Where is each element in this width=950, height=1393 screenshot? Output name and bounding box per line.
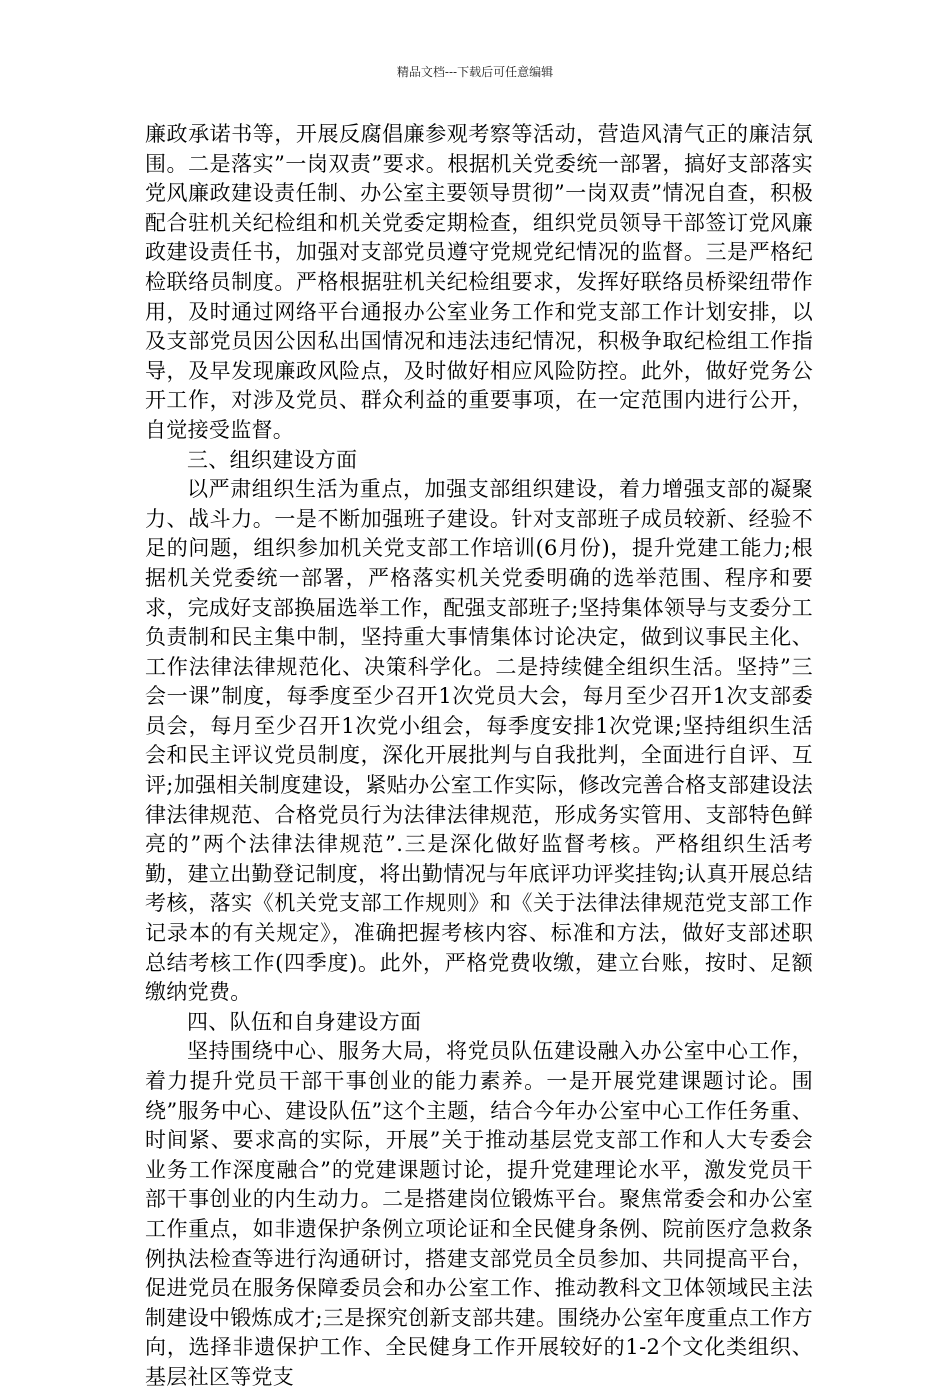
section-heading-team: 四、队伍和自身建设方面 bbox=[187, 1009, 422, 1034]
page-header: 精品文档---下载后可任意编辑 bbox=[396, 65, 554, 79]
document-body bbox=[145, 120, 813, 1393]
section-heading-organization: 三、组织建设方面 bbox=[187, 447, 358, 472]
paragraph-integrity: 廉政承诺书等，开展反腐倡廉参观考察等活动，营造风清气正的廉洁氛围。二是落实”一岗双责”要求。根据机关党委统一部署，搞好支部落实党风廉政建设责任制、办公室主要领导贯彻”一岗双责”情况自查，积极配合驻机关纪检组和机关党委定期检查，组织党员领导干部签订党风廉政建设责任书，加强对支部党员遵守党规党纪情况的监督。三是严格纪检联络员制度。严格根据驻机关纪检组要求，发挥好联络员桥梁纽带作用，及时通过网络平台通报办公室业务工作和党支部工作计划安排，以及支部党员因公因私出国情况和违法违纪情况，积极争取纪检组工作指导，及早发现廉政风险点，及时做好相应风险防控。此外，做好党务公开工作，对涉及党员、群众利益的重要事项，在一定范围内进行公开，自觉接受监督。 bbox=[145, 122, 813, 442]
paragraph-team: 坚持围绕中心、服务大局，将党员队伍建设融入办公室中心工作，着力提升党员干部干事创业的能力素养。一是开展党建课题讨论。围绕”服务中心、建设队伍”这个主题，结合今年办公室中心工作任务重、时间紧、要求高的实际，开展”关于推动基层党支部工作和人大专委会业务工作深度融合”的党建课题讨论，提升党建理论水平，激发党员干部干事创业的内生动力。二是搭建岗位锻炼平台。聚焦常委会和办公室工作重点，如非遗保护条例立项论证和全民健身条例、院前医疗急救条例执法检查等进行沟通研讨，搭建支部党员全员参加、共同提高平台，促进党员在服务保障委员会和办公室工作、推动教科文卫体领域民主法制建设中锻炼成才;三是探究创新支部共建。围绕办公室年度重点工作方向，选择非遗保护工作、全民健身工作开展较好的1-2个文化类组织、基层社区等党支 bbox=[145, 1039, 813, 1389]
paragraph-organization: 以严肃组织生活为重点，加强支部组织建设，着力增强支部的凝聚力、战斗力。一是不断加强班子建设。针对支部班子成员较新、经验不足的问题，组织参加机关党支部工作培训(6月份)，提升党建工能力;根据机关党委统一部署，严格落实机关党委明确的选举范围、程序和要求，完成好支部换届选举工作，配强支部班子;坚持集体领导与支委分工负责制和民主集中制，坚持重大事情集体讨论决定，做到议事民主化、工作法律法律规范化、决策科学化。二是持续健全组织生活。坚持”三会一课”制度，每季度至少召开1次党员大会，每月至少召开1次支部委员会，每月至少召开1次党小组会，每季度安排1次党课;坚持组织生活会和民主评议党员制度，深化开展批判与自我批判，全面进行自评、互评;加强相关制度建设，紧贴办公室工作实际，修改完善合格支部建设法律法律规范、合格党员行为法律法律规范，形成务实管用、支部特色鲜亮的”两个法律法律规范”.三是深化做好监督考核。严格组织生活考勤，建立出勤登记制度，将出勤情况与年底评功评奖挂钩;认真开展总结考核，落实《机关党支部工作规则》和《关于法律法律规范党支部工作记录本的有关规定》，准确把握考核内容、标准和方法，做好支部述职总结考核工作(四季度)。此外，严格党费收缴，建立台账，按时、足额缴纳党费。 bbox=[145, 477, 813, 1005]
